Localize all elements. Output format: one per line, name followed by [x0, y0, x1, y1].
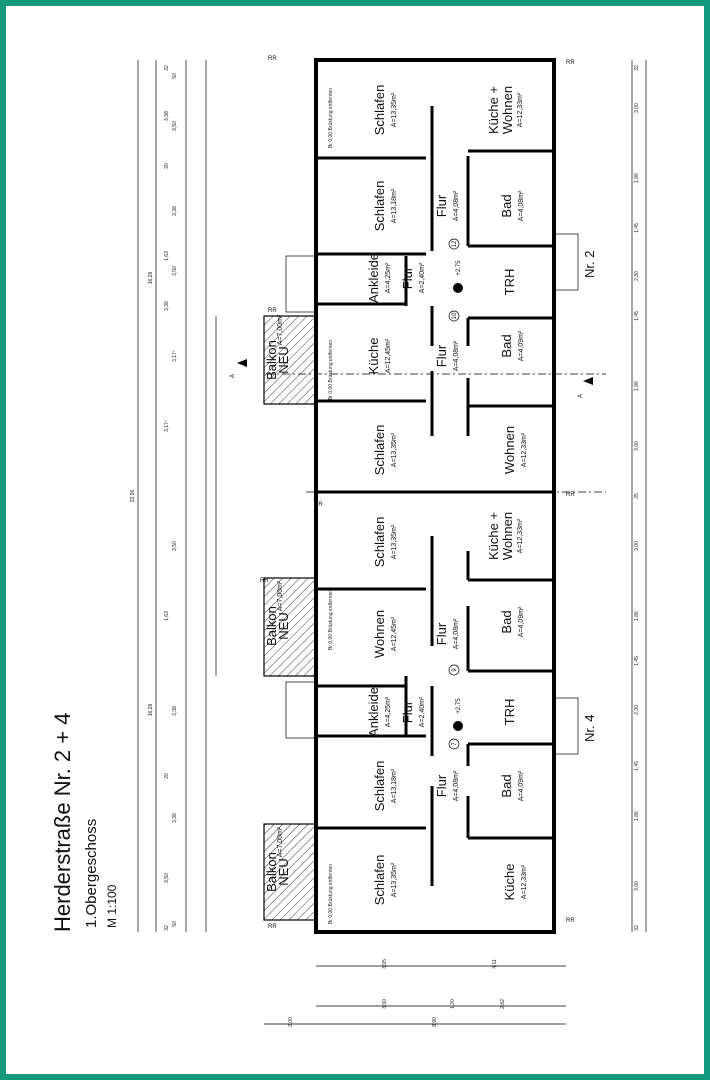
room-name: Schlafen	[372, 516, 387, 568]
room-area: A=12,45m²	[391, 616, 398, 652]
room-name: Flur	[434, 194, 449, 218]
dimension-bottom: 4,11	[492, 959, 498, 969]
dimension-right: 3,00	[634, 881, 640, 891]
dimension-right: 1,86	[634, 381, 640, 391]
dimension-left: 1,63	[164, 251, 170, 261]
dimension-total: 16,28	[148, 703, 154, 717]
room-area: A=12,33m²	[521, 432, 528, 468]
room-area: A=13,18m²	[391, 768, 398, 804]
room-name: Küche +	[486, 511, 501, 561]
room-area: A=4,09m²	[518, 770, 525, 802]
dimension-left: 32	[164, 925, 170, 931]
dimension-bottom: 2,82	[500, 999, 506, 1009]
dimension-bottom: 3,90	[382, 999, 388, 1009]
level-value: +2,75	[456, 698, 462, 714]
room-area: A=12,45m²	[385, 338, 392, 374]
stair-outline-1	[286, 256, 316, 312]
room-name: Schlafen	[372, 424, 387, 476]
room-name: Ankleide	[366, 687, 381, 737]
room-area: A=4,08m²	[453, 340, 460, 372]
room-area: A=13,35m²	[391, 862, 398, 898]
floor-plan	[6, 6, 704, 1074]
balcony-new: NEU	[276, 612, 291, 640]
room-area: A=4,08m²	[518, 190, 525, 222]
room-area: A=13,35m²	[391, 92, 398, 128]
dimension-left: 3,50	[172, 541, 178, 551]
section-mark-rr: RR	[268, 56, 277, 62]
dimension-right: 3,00	[634, 441, 640, 451]
room-name: Bad	[499, 334, 514, 358]
level-marker-icon	[453, 283, 463, 293]
room-name: Schlafen	[372, 854, 387, 906]
room-area: A=4,08m²	[453, 618, 460, 650]
dimension-right: 2,30	[634, 705, 640, 715]
room-name: Bad	[499, 774, 514, 798]
room-name: Wohnen	[502, 425, 517, 475]
dimension-left: 3,50	[172, 266, 178, 276]
room-area: A=4,09m²	[518, 606, 525, 638]
room-name: Flur	[434, 774, 449, 798]
stair-numbers	[449, 239, 459, 749]
dimension-left: 3,38	[172, 813, 178, 823]
dimension-left: 3,38	[172, 706, 178, 716]
entry-outline-2	[554, 698, 578, 754]
house-label-nr4: Nr. 4	[582, 714, 597, 742]
balcony-name: Balkon	[264, 852, 279, 892]
svg-text:A: A	[578, 393, 584, 398]
dimension-left: 20	[164, 773, 170, 779]
balcony-name: Balkon	[264, 340, 279, 380]
room-area: A=4,08m²	[453, 190, 460, 222]
house-label-nr2: Nr. 2	[582, 250, 597, 278]
scale-label: M 1:100	[105, 884, 119, 928]
room-area: A=13,35m²	[391, 432, 398, 468]
section-mark-rr: RR	[566, 918, 575, 924]
dimension-left: 3,50	[172, 121, 178, 131]
dimension-left: 3,17⁵	[172, 350, 178, 362]
section-mark-rr: RR	[314, 502, 323, 508]
room-area: A=12,33m²	[521, 864, 528, 900]
stair-number: 7	[452, 742, 458, 746]
room-name: Schlafen	[372, 180, 387, 232]
room-name: Küche	[502, 863, 517, 901]
stair-number: 10	[452, 312, 458, 320]
dimension-left: 3,38	[164, 111, 170, 121]
dimension-left: 32	[164, 65, 170, 71]
dimension-bottom: 1,20	[450, 999, 456, 1009]
room-area: A=13,18m²	[391, 188, 398, 224]
dimension-left: 3,50	[164, 873, 170, 883]
dimension-bottom: 8,90	[432, 1017, 438, 1027]
page-title: Herderstraße Nr. 2 + 4	[50, 712, 75, 932]
room-name: TRH	[502, 268, 517, 296]
dimension-right: 1,86	[634, 173, 640, 183]
small-note: Br 0,00 Brüstung entfernen	[328, 339, 334, 401]
balcony-name: Balkon	[264, 606, 279, 646]
room-name: Flur	[434, 344, 449, 368]
dimension-right: 1,86	[634, 811, 640, 821]
small-note: Br 0,00 Brüstung entfernen	[328, 863, 334, 925]
balcony-area: A=7,00m²	[277, 580, 284, 612]
section-mark-rr: RR	[268, 308, 277, 314]
room-name: Bad	[499, 610, 514, 634]
dimension-left: 1,63	[164, 611, 170, 621]
dimension-right: 32	[634, 65, 640, 71]
room-name: Wohnen	[372, 609, 387, 659]
room-name: Bad	[499, 194, 514, 218]
section-mark-rr: RR	[566, 60, 575, 66]
room-name: Schlafen	[372, 760, 387, 812]
stair-number: 12	[452, 240, 458, 248]
notes	[328, 88, 334, 924]
dimension-left: 3,38	[164, 301, 170, 311]
level-markers	[453, 260, 463, 731]
interior-walls	[316, 106, 554, 886]
dimension-right: 1,45	[634, 656, 640, 666]
room-name: TRH	[502, 698, 517, 726]
dimension-left: 50	[172, 921, 178, 927]
room-name: Flur	[400, 700, 415, 724]
dimension-bottom: 3,95	[382, 959, 388, 969]
room-area: A=12,33m²	[517, 518, 524, 554]
dimension-total: 16,28	[148, 271, 154, 285]
room-name: Schlafen	[372, 84, 387, 136]
room-name: Küche +	[486, 85, 501, 135]
room-area: A=4,09m²	[518, 330, 525, 362]
dimension-right: 32	[634, 925, 640, 931]
level-marker-icon	[453, 721, 463, 731]
dimension-left: 3,17⁵	[164, 420, 170, 432]
room-name: Ankleide	[366, 253, 381, 303]
room-area: A=2,40m²	[419, 262, 426, 294]
dimension-right: 25	[634, 493, 640, 499]
rooms	[366, 85, 528, 906]
room-name: Wohnen	[500, 511, 515, 561]
dimension-right: 3,00	[634, 541, 640, 551]
balcony-new: NEU	[276, 858, 291, 886]
entry-outline-1	[554, 234, 578, 290]
level-value: +2,75	[456, 260, 462, 276]
dimension-left: 3,38	[172, 206, 178, 216]
floor-subtitle: 1.Obergeschoss	[83, 818, 100, 928]
room-area: A=4,08m²	[453, 770, 460, 802]
section-mark-rr: RR	[268, 924, 277, 930]
room-name: Wohnen	[500, 85, 515, 135]
dimension-left: 50	[172, 73, 178, 79]
section-mark-rr: RR	[260, 578, 269, 584]
section-mark-rr: RR	[566, 492, 575, 498]
balcony-new: NEU	[276, 346, 291, 374]
room-area: A=2,40m²	[419, 696, 426, 728]
dimension-right: 3,00	[634, 103, 640, 113]
room-area: A=13,35m²	[391, 524, 398, 560]
dimension-left: 20	[164, 163, 170, 169]
room-name: Flur	[434, 622, 449, 646]
dimension-bottom: 2,00	[288, 1017, 294, 1027]
room-area: A=12,33m²	[517, 92, 524, 128]
dimension-right: 1,45	[634, 311, 640, 321]
dimension-right: 2,30	[634, 271, 640, 281]
room-area: A=4,25m²	[385, 262, 392, 294]
section-arrow-right	[578, 377, 593, 398]
dimension-total: 32,56	[130, 489, 136, 503]
svg-text:A: A	[230, 373, 236, 378]
room-name: Küche	[366, 337, 381, 375]
stair-number: 9	[452, 668, 458, 672]
section-arrow-left	[230, 359, 247, 378]
small-note: Br 0,00 Brüstung entfernen	[328, 87, 334, 149]
small-note: Br 0,00 Brüstung entfernen	[328, 589, 334, 651]
room-area: A=4,25m²	[385, 696, 392, 728]
dimension-right: 1,45	[634, 761, 640, 771]
balcony-area: A=7,00m²	[277, 314, 284, 346]
balcony-area: A=7,00m²	[277, 826, 284, 858]
dimension-right: 1,45	[634, 223, 640, 233]
stair-outline-2	[286, 682, 316, 738]
dimension-right: 1,86	[634, 611, 640, 621]
room-name: Flur	[400, 266, 415, 290]
